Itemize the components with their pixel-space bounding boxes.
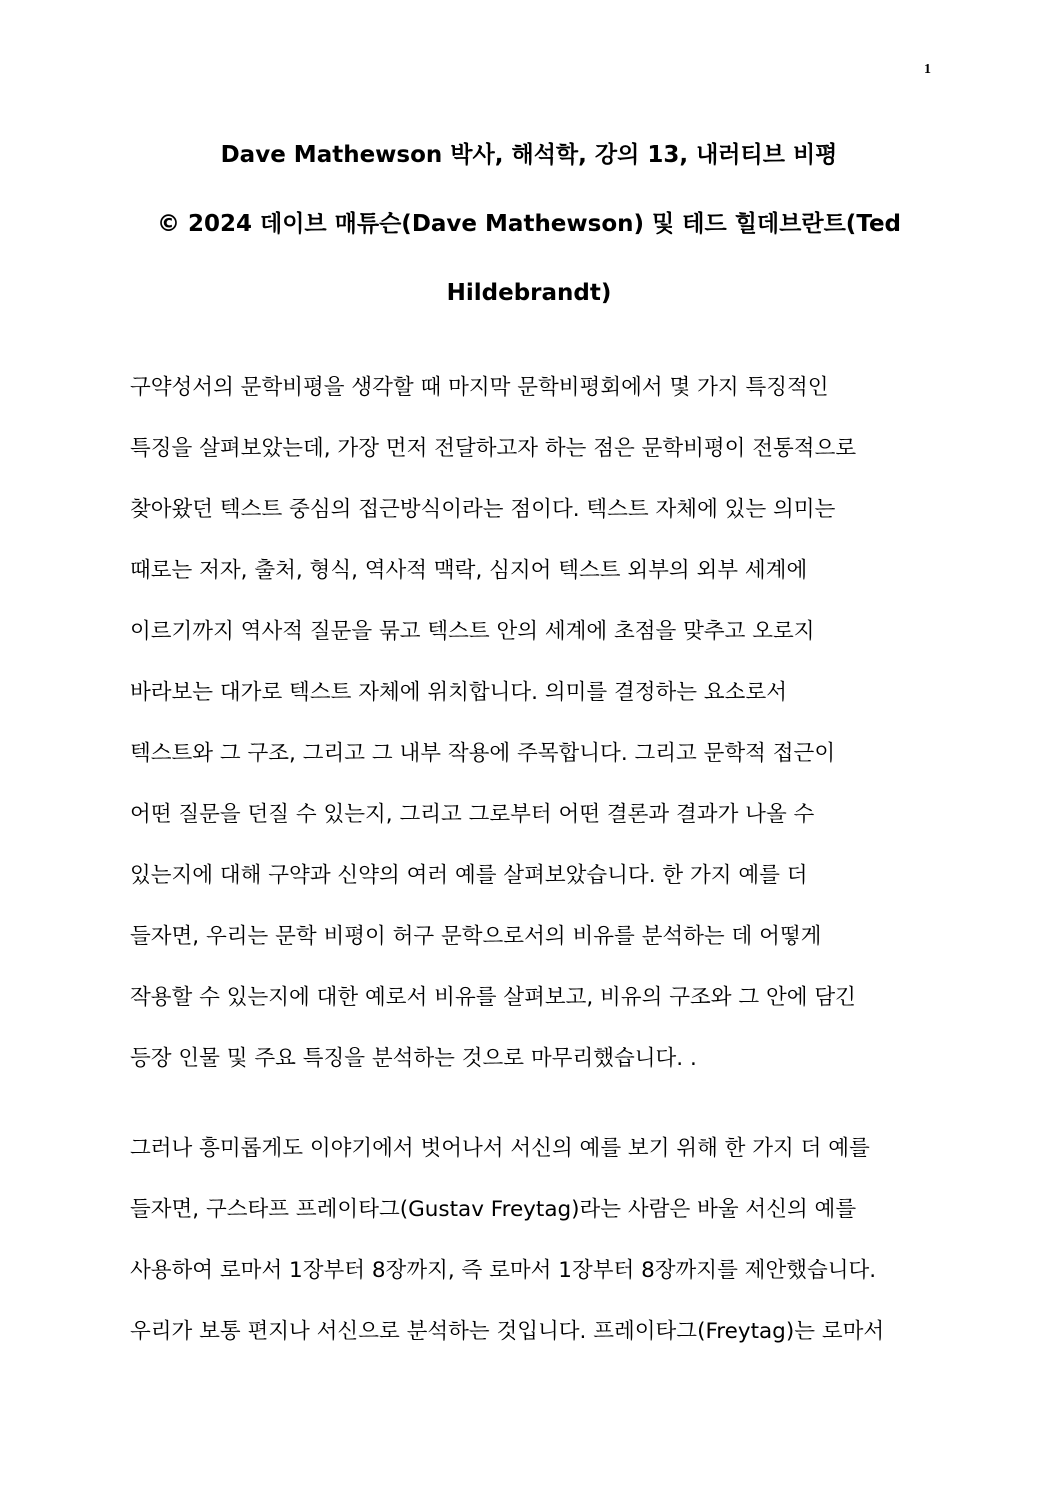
paragraph-1-line: 등장 인물 및 주요 특징을 분석하는 것으로 마무리했습니다. . [130, 1046, 697, 1071]
document-title [100, 130, 958, 337]
paragraph-1-line: 찾아왔던 텍스트 중심의 접근방식이라는 점이다. 텍스트 자체에 있는 의미는 [130, 497, 836, 522]
title-line: © 2024 데이브 매튜슨(Dave Mathewson) 및 테드 힐데브란트(Ted [156, 211, 902, 237]
paragraph-1-line: 바라보는 대가로 텍스트 자체에 위치합니다. 의미를 결정하는 요소로서 [130, 680, 787, 705]
title-line: Dave Mathewson 박사, 해석학, 강의 13, 내러티브 비평 [220, 142, 838, 168]
paragraph-1-line: 특징을 살펴보았는데, 가장 먼저 전달하고자 하는 점은 문학비평이 전통적으로 [130, 436, 857, 461]
title-line: Hildebrandt) [446, 280, 612, 306]
paragraph-1-line: 있는지에 대해 구약과 신약의 여러 예를 살펴보았습니다. 한 가지 예를 더 [130, 863, 808, 888]
paragraph-1-line: 어떤 질문을 던질 수 있는지, 그리고 그로부터 어떤 결론과 결과가 나올 수 [130, 802, 815, 827]
paragraph-2-line: 사용하여 로마서 1장부터 8장까지, 즉 로마서 1장부터 8장까지를 제안했습니다. [130, 1258, 877, 1283]
paragraph-1-line: 이르기까지 역사적 질문을 묶고 텍스트 안의 세계에 초점을 맞추고 오로지 [130, 619, 815, 644]
paragraph-2-line: 들자면, 구스타프 프레이타그(Gustav Freytag)라는 사람은 바울 서신의 예를 [130, 1197, 857, 1222]
paragraph-1-line: 때로는 저자, 출처, 형식, 역사적 맥락, 심지어 텍스트 외부의 외부 세계에 [130, 558, 808, 583]
paragraph-1-line: 텍스트와 그 구조, 그리고 그 내부 작용에 주목합니다. 그리고 문학적 접근이 [130, 741, 836, 766]
paragraph-2-line: 우리가 보통 편지나 서신으로 분석하는 것입니다. 프레이타그(Freytag)는 로마서 [130, 1319, 885, 1344]
paragraph-1-line: 작용할 수 있는지에 대한 예로서 비유를 살펴보고, 비유의 구조와 그 안에 담긴 [130, 985, 856, 1010]
paragraph-1-line: 들자면, 우리는 문학 비평이 허구 문학으로서의 비유를 분석하는 데 어떻게 [130, 924, 822, 949]
paragraph-1-line: 구약성서의 문학비평을 생각할 때 마지막 문학비평회에서 몇 가지 특징적인 [130, 375, 829, 400]
paragraph-2-line: 그러나 흥미롭게도 이야기에서 벗어나서 서신의 예를 보기 위해 한 가지 더 예를 [130, 1136, 870, 1161]
page-number: 1 [924, 62, 931, 77]
